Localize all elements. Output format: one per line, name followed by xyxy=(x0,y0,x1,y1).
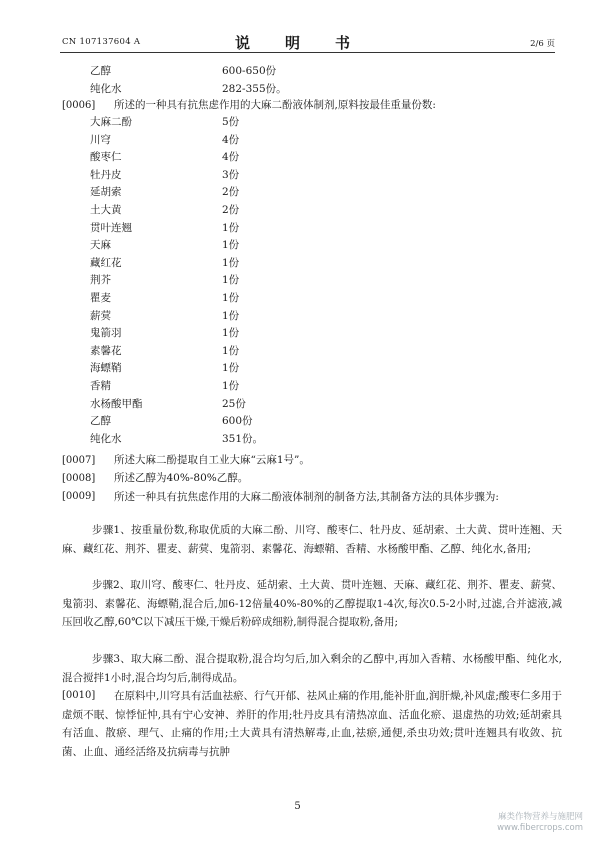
ingredient-amount: 1份 xyxy=(222,344,240,357)
ingredient-amount: 600-650份 xyxy=(222,65,277,77)
watermark-url: www.fibercrops.com xyxy=(497,823,583,833)
ingredient-name: 薪蓂 xyxy=(90,309,111,322)
ingredient-amount: 2份 xyxy=(222,203,240,216)
paragraph-tag: [0009] xyxy=(62,491,96,502)
ingredient-name: 鬼箭羽 xyxy=(90,327,122,340)
watermark xyxy=(497,812,583,834)
paragraph-text: 所述的一种具有抗焦虑作用的大麻二酚液体制剂,原料按最佳重量份数: xyxy=(114,99,436,111)
ingredient-name: 海螵鞘 xyxy=(90,362,122,375)
ingredient-name: 川穹 xyxy=(90,133,111,146)
ingredient-amount: 600份 xyxy=(222,415,253,428)
ingredient-amount: 1份 xyxy=(222,274,240,287)
ingredient-name: 贯叶连翘 xyxy=(90,221,132,234)
step-1: 步骤1、按重量份数,称取优质的大麻二酚、川穹、酸枣仁、牡丹皮、延胡索、土大黄、贯叶连翘、天麻、藏红花、荆芥、瞿麦、薪蓂、鬼箭羽、素馨花、海螵鞘、香精、水杨酸甲酯、乙醇、纯化水,备用; xyxy=(62,524,562,555)
paragraph-0009 xyxy=(62,488,562,507)
ingredient-amount: 1份 xyxy=(222,221,240,234)
ingredient-name: 延胡索 xyxy=(90,186,122,199)
ingredient-name: 水杨酸甲酯 xyxy=(90,397,143,410)
ingredient-name: 天麻 xyxy=(90,239,111,252)
step-2: 步骤2、取川穹、酸枣仁、牡丹皮、延胡索、土大黄、贯叶连翘、天麻、藏红花、荆芥、瞿麦、薪蓂、鬼箭羽、素馨花、海螵鞘,混合后,加6-12倍量40%-80%的乙醇提取1-4次,每次0.5-2小时,过滤,合并滤液,减压回收乙醇,60℃以下减压干燥,干燥后粉碎成细粉,制得混合提取粉,备用; xyxy=(62,579,562,628)
ingredient-amount: 1份 xyxy=(222,291,240,304)
page-number: 5 xyxy=(294,801,301,812)
ingredient-name: 酸枣仁 xyxy=(90,151,122,164)
ingredient-name: 瞿麦 xyxy=(90,291,111,304)
ingredient-name: 乙醇 xyxy=(90,65,111,77)
ingredient-name: 大麻二酚 xyxy=(90,116,132,128)
ingredient-name: 藏红花 xyxy=(90,256,122,269)
ingredient-amount: 1份 xyxy=(222,239,240,252)
ingredient-amount: 4份 xyxy=(222,133,240,146)
ingredient-name: 纯化水 xyxy=(90,432,122,445)
ingredient-amount: 351份。 xyxy=(222,432,264,445)
ingredient-amount: 1份 xyxy=(222,327,240,340)
ingredient-amount: 25份 xyxy=(222,397,246,410)
paragraph-text: 所述大麻二酚提取自工业大麻“云麻1号”。 xyxy=(114,454,310,466)
ingredient-amount: 1份 xyxy=(222,256,240,269)
paragraph-tag: [0006] xyxy=(62,100,96,111)
ingredient-amount: 1份 xyxy=(222,379,240,392)
page-title: 说 明 书 xyxy=(234,34,360,52)
paragraph-0010 xyxy=(62,687,562,761)
paragraph-0008 xyxy=(62,470,562,488)
paragraph-0007 xyxy=(62,452,562,470)
ingredient-name: 香精 xyxy=(90,379,111,392)
page-fraction: 2/6 页 xyxy=(530,39,555,49)
ingredient-amount: 4份 xyxy=(222,151,240,164)
paragraph-text: 所述一种具有抗焦虑作用的大麻二酚液体制剂的制备方法,其制备方法的具体步骤为: xyxy=(114,491,499,503)
ingredient-name: 乙醇 xyxy=(90,415,111,428)
ingredient-name: 素馨花 xyxy=(90,344,122,357)
ingredient-name: 牡丹皮 xyxy=(90,168,122,181)
ingredient-amount: 3份 xyxy=(222,168,240,181)
paragraph-text: 所述乙醇为40%-80%乙醇。 xyxy=(114,472,249,484)
publication-number: CN 107137604 A xyxy=(62,37,141,47)
paragraph-0006 xyxy=(62,97,562,115)
ingredient-amount: 5份 xyxy=(222,116,240,128)
paragraph-text: 在原料中,川穹具有活血祛瘀、行气开郁、祛风止痛的作用,能补肝血,润肝燥,补风虚;酸枣仁多用于虚烦不眠、惊悸怔忡,具有宁心安神、养肝的作用;牡丹皮具有清热凉血、活血化瘀、退虚热的功效;延胡索具有活血、散瘀、理气、止痛的作用;土大黄具有清热解毒,止血,祛瘀,通便,杀虫功效;贯叶连翘具有收敛、抗菌、止血、通经活络及抗病毒与抗肿 xyxy=(62,690,562,758)
ingredient-name: 纯化水 xyxy=(90,82,122,95)
ingredient-name: 土大黄 xyxy=(90,203,122,216)
ingredient-name: 荆芥 xyxy=(90,274,111,287)
paragraph-tag: [0007] xyxy=(62,455,96,466)
paragraph-tag: [0008] xyxy=(62,473,96,484)
ingredient-amount: 282-355份。 xyxy=(222,82,287,95)
step-3: 步骤3、取大麻二酚、混合提取粉,混合均匀后,加入剩余的乙醇中,再加入香精、水杨酸甲酯、纯化水,混合搅拌1小时,混合均匀后,制得成品。 xyxy=(62,653,562,684)
ingredient-amount: 1份 xyxy=(222,309,240,322)
header-divider xyxy=(60,52,555,53)
watermark-site-name: 麻类作物营养与施肥网 xyxy=(497,812,583,822)
paragraph-tag: [0010] xyxy=(62,690,96,701)
ingredient-amount: 2份 xyxy=(222,186,240,199)
ingredient-amount: 1份 xyxy=(222,362,240,375)
